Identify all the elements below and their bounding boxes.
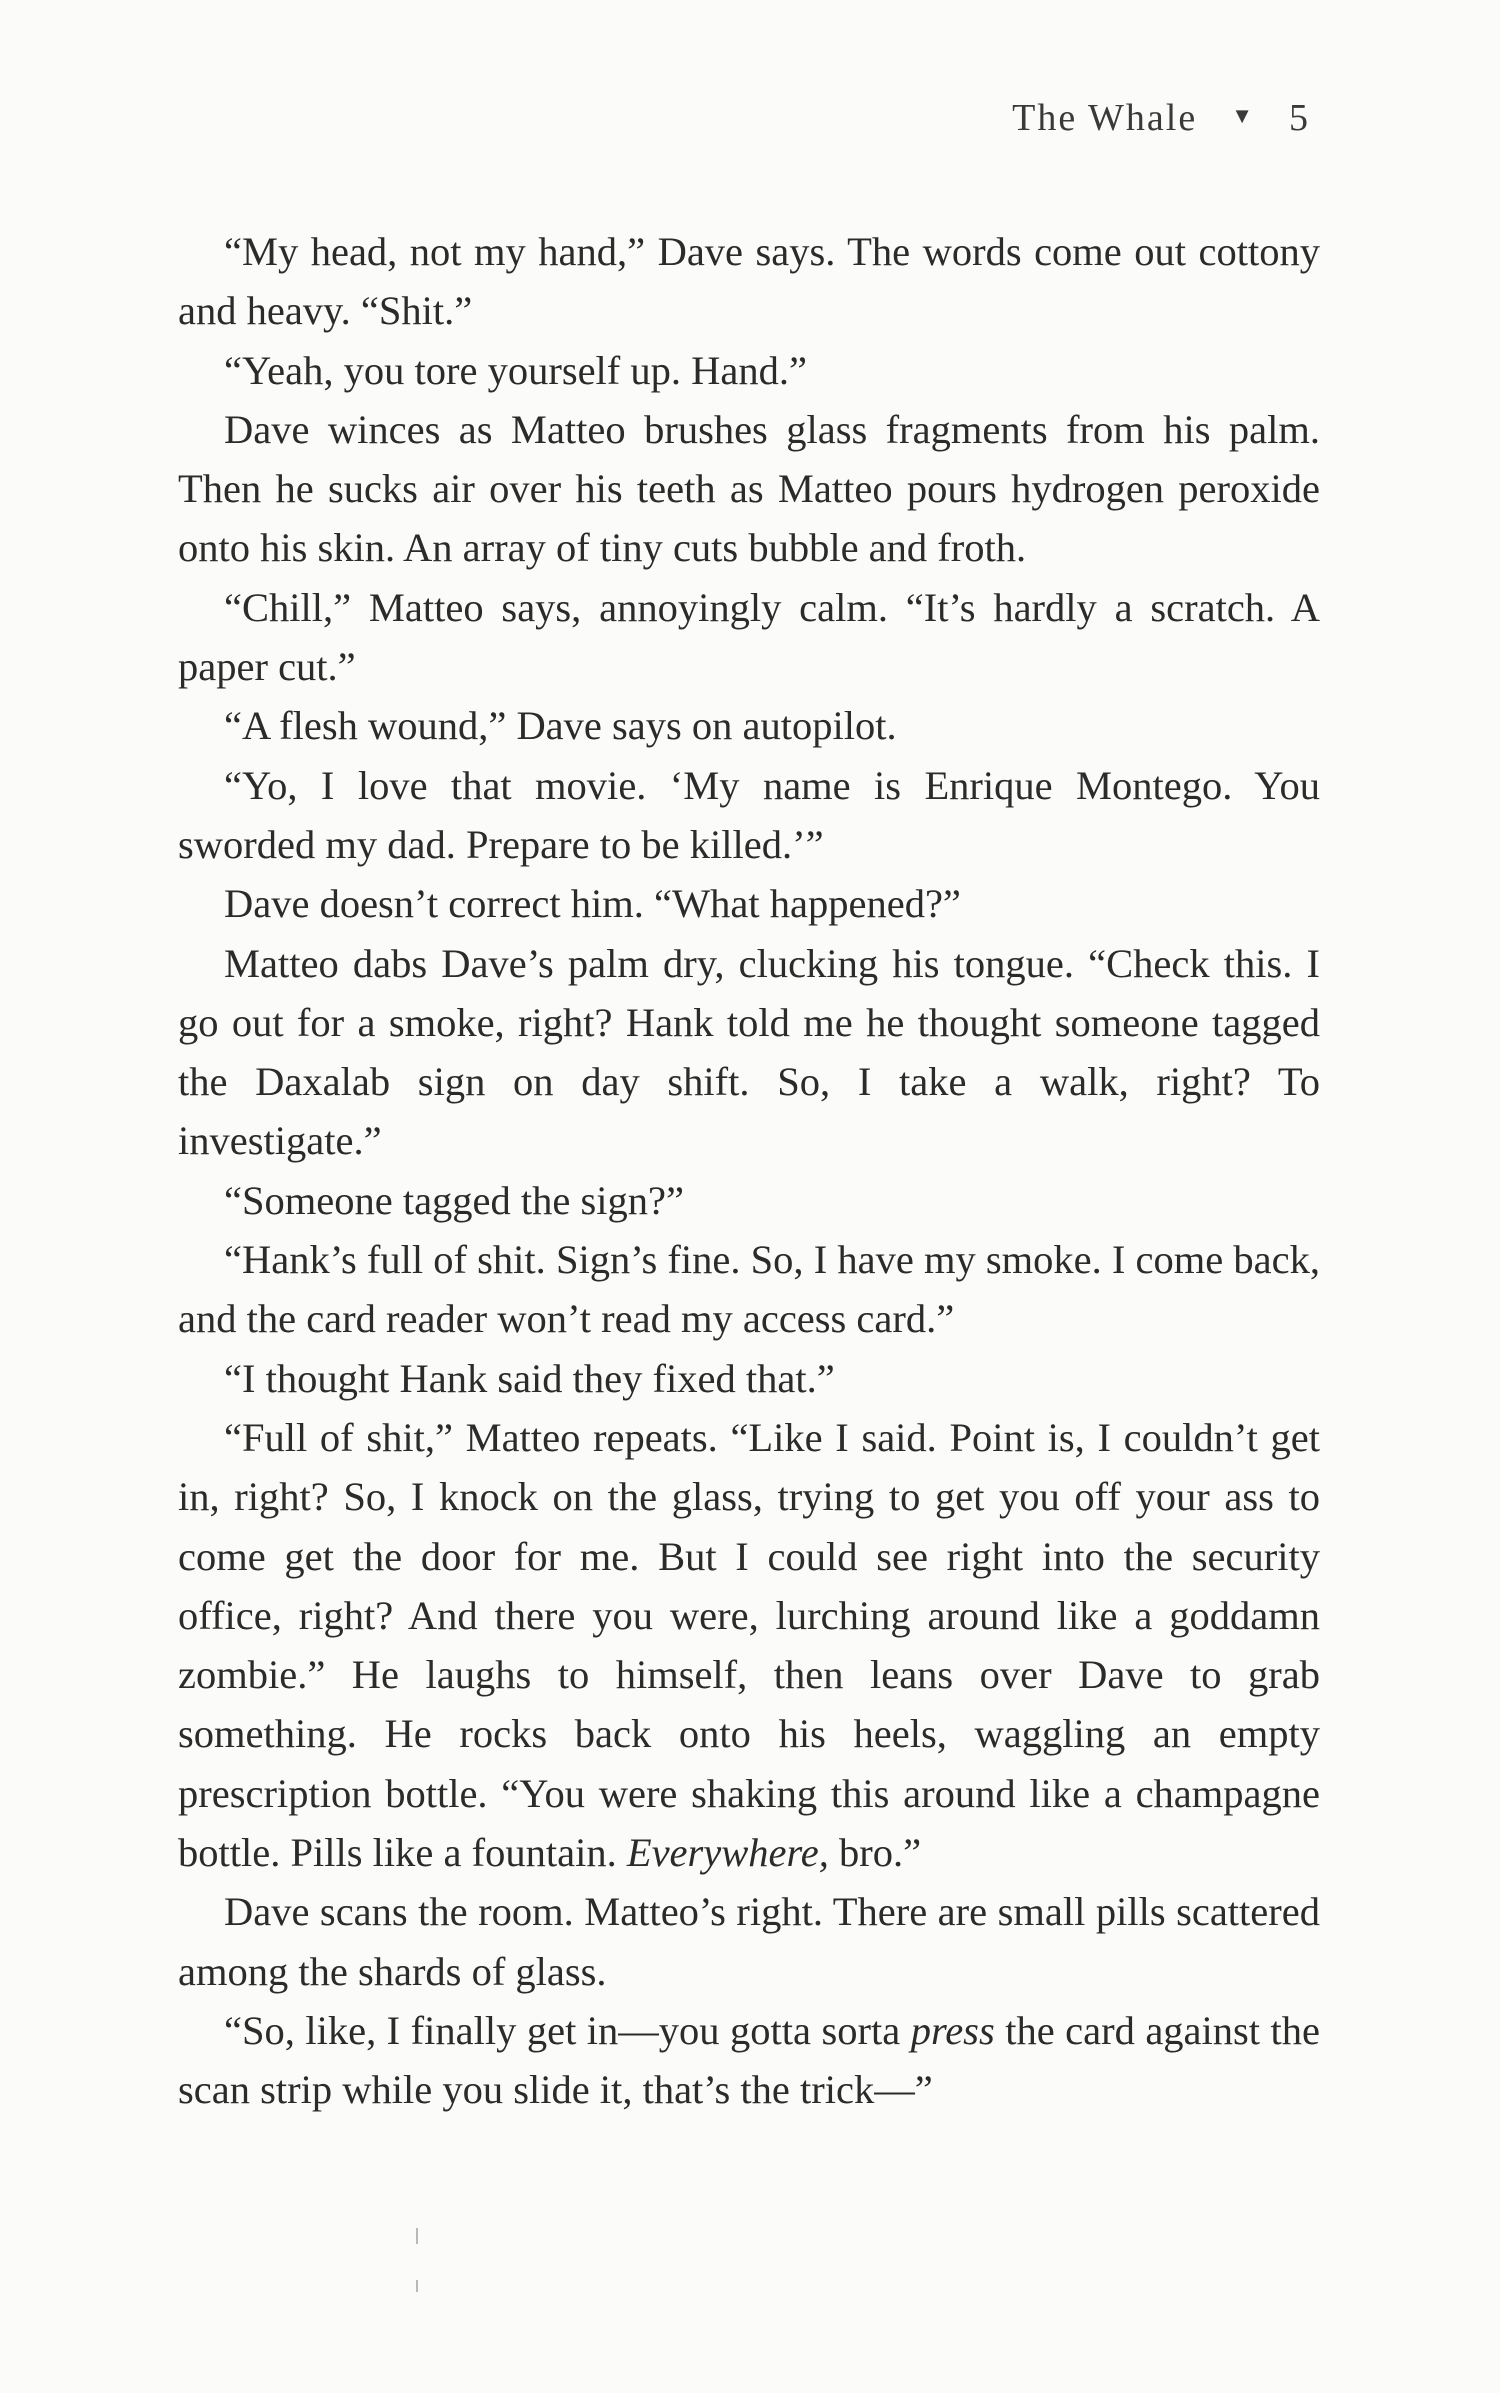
paragraph-text: Dave doesn’t correct him. “What happened?” <box>224 881 961 927</box>
scan-mark <box>416 2228 418 2244</box>
paragraph <box>178 578 1320 697</box>
paragraph-text: “I thought Hank said they fixed that.” <box>224 1355 835 1401</box>
paragraph-text: “Hank’s full of shit. Sign’s fine. So, I have my smoke. I come back, and the card reader won’t read my access card.” <box>178 1237 1320 1342</box>
paragraph <box>178 756 1320 875</box>
paragraph <box>178 1408 1320 1882</box>
paragraph <box>178 2001 1320 2120</box>
paragraph <box>178 1882 1320 2001</box>
paragraph <box>178 1230 1320 1349</box>
paragraph-text: “So, like, I finally get in—you gotta sorta <box>224 2007 911 2053</box>
paragraph <box>178 222 1320 341</box>
scan-mark <box>416 2280 418 2292</box>
paragraph <box>178 934 1320 1171</box>
paragraph-text: “Full of shit,” Matteo repeats. “Like I said. Point is, I couldn’t get in, right? So, I knock on the glass, trying to get you off your ass to come get the door for me. But I could see right into the security office, right? And there you were, lurching around like a goddamn zombie.” He laughs to himself, then leans over Dave to grab something. He rocks back onto his heels, waggling an empty prescription bottle. “You were shaking this around like a champagne bottle. Pills like a fountain. <box>178 1414 1320 1876</box>
paragraph <box>178 874 1320 933</box>
paragraph-text: Matteo dabs Dave’s palm dry, clucking his tongue. “Check this. I go out for a smoke, right? Hank told me he thought someone tagged the Daxalab sign on day shift. So, I take a walk, right? To investigate.” <box>178 940 1320 1164</box>
running-header <box>1012 96 1310 140</box>
paragraph-text: Dave scans the room. Matteo’s right. There are small pills scattered among the shards of glass. <box>178 1889 1320 1994</box>
running-title: The Whale <box>1012 97 1198 139</box>
paragraph-text: “Yeah, you tore yourself up. Hand.” <box>224 347 807 393</box>
paragraph-text: “Someone tagged the sign?” <box>224 1177 684 1223</box>
paragraph-text: bro.” <box>828 1830 922 1876</box>
paragraph-text: “Chill,” Matteo says, annoyingly calm. “It’s hardly a scratch. A paper cut.” <box>178 584 1320 690</box>
body-text <box>178 222 1320 2120</box>
triangle-marker-icon: ▼ <box>1231 103 1255 128</box>
paragraph-text: “My head, not my hand,” Dave says. The words come out cottony and heavy. “Shit.” <box>178 229 1320 334</box>
italic-text: press <box>910 2007 995 2053</box>
paragraph <box>178 1171 1320 1230</box>
page-number: 5 <box>1289 97 1310 139</box>
paragraph-text: “A flesh wound,” Dave says on autopilot. <box>224 703 897 749</box>
italic-text: Everywhere, <box>626 1830 829 1876</box>
paragraph-text: the card against the scan strip while you slide it, that’s the trick—” <box>178 2007 1320 2113</box>
paragraph <box>178 696 1320 755</box>
paragraph <box>178 341 1320 400</box>
paragraph-text: “Yo, I love that movie. ‘My name is Enrique Montego. You sworded my dad. Prepare to be killed.’” <box>178 762 1320 867</box>
paragraph-text: Dave winces as Matteo brushes glass fragments from his palm. Then he sucks air over his teeth as Matteo pours hydrogen peroxide onto his skin. An array of tiny cuts bubble and froth. <box>178 406 1320 571</box>
paragraph <box>178 400 1320 578</box>
paragraph <box>178 1349 1320 1408</box>
